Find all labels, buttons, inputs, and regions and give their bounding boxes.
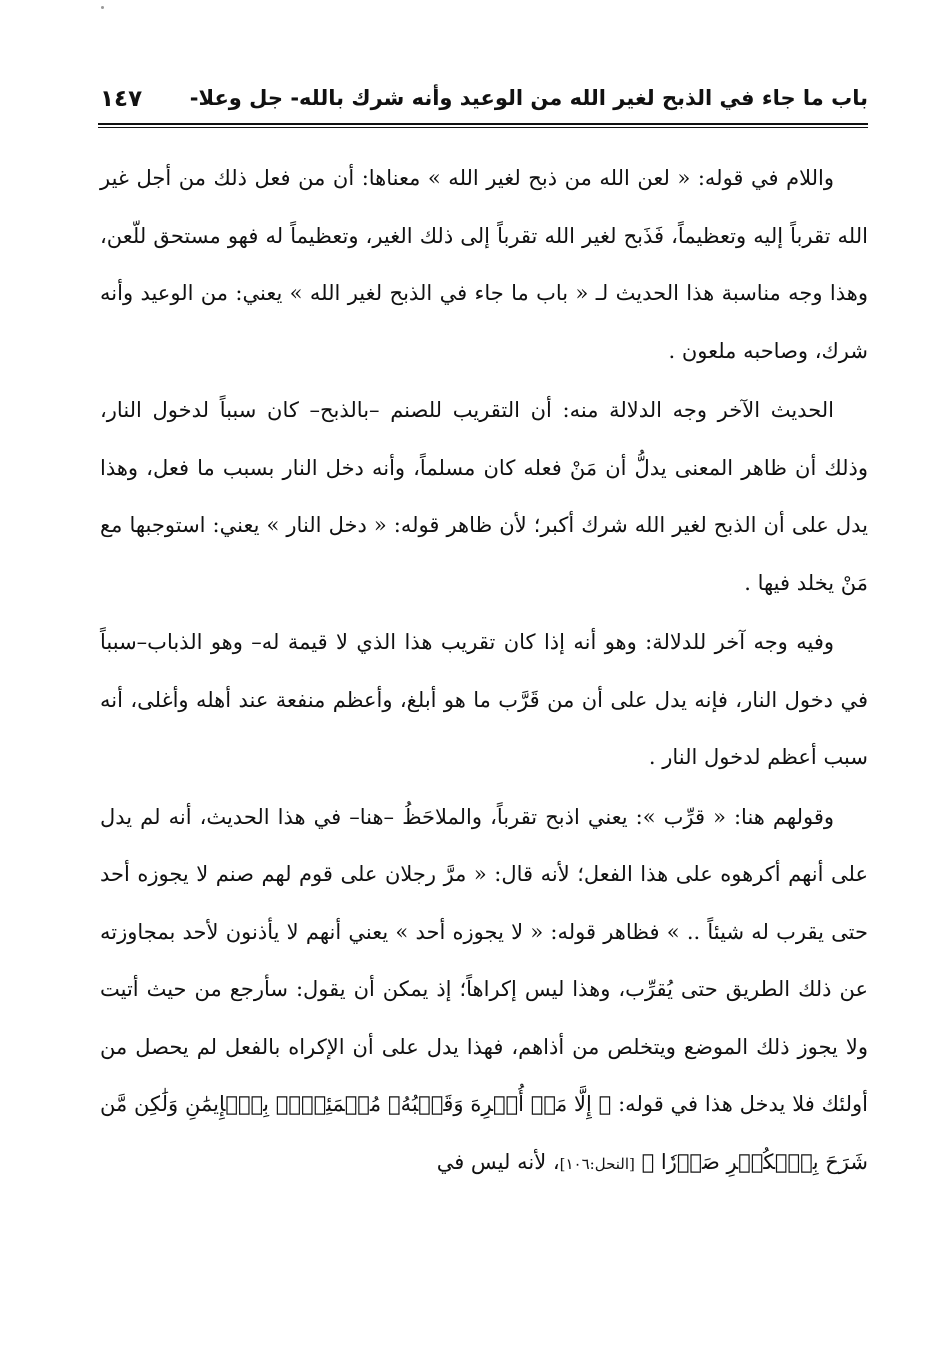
margin-dot (101, 6, 104, 9)
body-text (100, 150, 868, 1193)
running-title: باب ما جاء في الذبح لغير الله من الوعيد وأنه شرك بالله- جل وعلا- (189, 86, 868, 110)
paragraph-2: الحديث الآخر وجه الدلالة منه: أن التقريب للصنم –بالذبح– كان سبباً لدخول النار، وذلك أن ظاهر المعنى يدلُّ أن مَنْ فعله كان مسلماً، وأنه دخل النار بسبب ما فعل، وهذا يدل على أن الذبح لغير الله شرك أكبر؛ لأن ظاهر قوله: « دخل النار » يعني: استوجبها مع مَنْ يخلد فيها . (100, 398, 868, 595)
header-rule-thin (98, 127, 868, 128)
verse-reference: [النحل:١٠٦] (559, 1154, 635, 1173)
paragraph-4-tail: ، لأنه ليس في (436, 1149, 560, 1174)
paragraph-4-text: وقولهم هنا: « قرِّب »: يعني اذبح تقرباً، والملاحَظُ –هنا– في هذا الحديث، أنه لم يدل على أنهم أكرهوه على هذا الفعل؛ لأنه قال: « مرَّ رجلان على قوم لهم صنم لا يجوزه أحد حتى يقرب له شيئاً .. » فظاهر قوله: « لا يجوزه أحد » يعني أنهم لا يأذنون لأحد بمجاوزته عن ذلك الطريق حتى يُقرِّب، وهذا ليس إكراهاً؛ إذ يمكن أن يقول: سأرجع من حيث أتيت ولا يجوز ذلك الموضع ويتخلص من أذاهم، فهذا يدل على أن الإكراه بالفعل لم يحصل من أولئك فلا يدخل هذا في قوله: (100, 804, 868, 1116)
page-number: ١٤٧ (100, 86, 143, 112)
page-header (98, 82, 868, 122)
paragraph-3: وفيه وجه آخر للدلالة: وهو أنه إذا كان تقريب هذا الذي لا قيمة له– وهو الذباب–سبباً في دخول النار، فإنه يدل على أن من قَرَّب ما هو أبلغ، وأعظم منفعة عند أهله وأغلى، أنه سبب أعظم لدخول النار . (100, 630, 868, 769)
paragraph-4 (100, 789, 868, 1194)
quran-verse: ﴿ إِلَّا مَنۡ أُكۡرِهَ وَقَلۡبُهُۥ مُطۡمَئِنُّۢ بِٱلۡإِيمَٰنِ وَلَٰكِن مَّن شَرَحَ بِٱلۡكُفۡرِ صَدۡرٗا ﴾ (100, 1092, 868, 1174)
paragraph-1: واللام في قوله: « لعن الله من ذبح لغير الله » معناها: أن من فعل ذلك من أجل غير الله تقرباً إليه وتعظيماً، فَذَبح لغير الله تقرباً إلى ذلك الغير، وتعظيماً له فهو مستحق للّعن، وهذا وجه مناسبة هذا الحديث لـ « باب ما جاء في الذبح لغير الله » يعني: من الوعيد وأنه شرك، وصاحبه ملعون . (100, 166, 868, 363)
header-rule (98, 123, 868, 125)
